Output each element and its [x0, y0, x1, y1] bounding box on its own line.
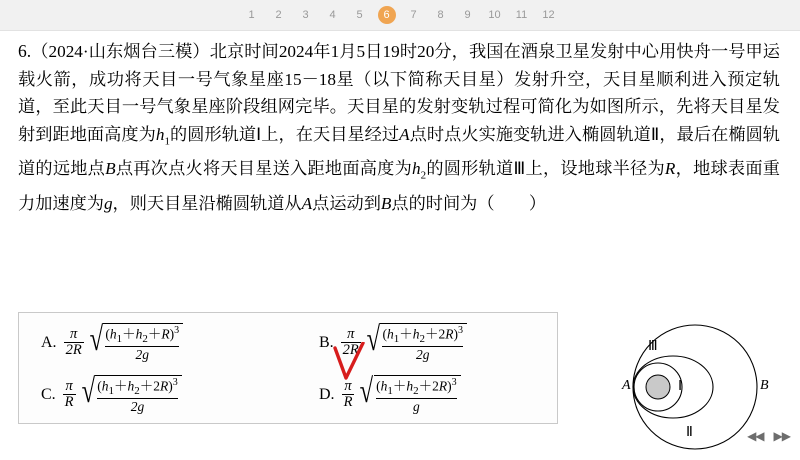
option-c-coef-num: π: [65, 377, 73, 394]
options-box: [18, 312, 558, 424]
label-orbit-3: Ⅲ: [648, 339, 658, 354]
radical-icon: √: [360, 373, 374, 410]
option-a-label: A.: [41, 333, 57, 351]
option-d-radicand-den: g: [376, 398, 457, 415]
option-d-coef-num: π: [344, 377, 352, 394]
question-line-8d: 点的时间: [391, 194, 461, 214]
option-d-radicand: [374, 375, 461, 414]
question-line-5a: 示，先将天目星发射到距地面高度为: [18, 97, 780, 144]
answer-check-mark: [333, 342, 367, 382]
pager-item[interactable]: 12: [542, 9, 555, 21]
option-d-label: D.: [319, 385, 335, 403]
option-a-radicand: [103, 323, 183, 362]
pager-item[interactable]: 10: [488, 9, 501, 21]
question-line-8c: 点运动到: [312, 194, 381, 214]
radical-icon: √: [89, 321, 103, 358]
point-a-inline: A: [399, 124, 410, 144]
question-line-1: （2024·山东烟台三模）北京时间2024年1月5日19时20分，我国在酒泉: [31, 42, 556, 61]
label-point-b: B: [760, 378, 769, 393]
pager-item[interactable]: 1: [248, 9, 255, 21]
pager-item[interactable]: 11: [515, 9, 528, 21]
option-a-coef-den: 2R: [65, 342, 82, 359]
pager-item[interactable]: 2: [275, 9, 282, 21]
option-b-coef-num: π: [347, 325, 355, 342]
label-orbit-1: Ⅰ: [678, 379, 683, 394]
var-h2-sub: 2: [420, 169, 427, 182]
question-number: 6.: [18, 41, 32, 61]
option-b-label: B.: [319, 333, 334, 351]
point-a-inline-2: A: [301, 194, 313, 214]
next-button[interactable]: ▶▶: [773, 429, 790, 443]
question-line-8b: ，则天目星沿椭圆轨道从: [112, 194, 302, 214]
question-line-8a: 地球表面重力加速度为: [18, 159, 780, 214]
option-a-radicand-num: $(h_1+h_2+R)^3$: [105, 325, 180, 346]
var-g: g: [103, 194, 113, 214]
pager-item[interactable]: 4: [329, 9, 336, 21]
option-c-radicand-den: 2g: [97, 398, 178, 415]
check-mark-icon: [333, 342, 367, 382]
var-h1: h: [155, 124, 165, 144]
option-d-coef-den: R: [343, 394, 353, 411]
option-c-sqrt: [79, 375, 182, 414]
option-c-coefficient: [63, 379, 76, 410]
prev-button[interactable]: ◀◀: [747, 429, 764, 443]
option-d-sqrt: [357, 375, 460, 414]
label-orbit-2: Ⅱ: [686, 425, 693, 440]
question-content: [0, 30, 800, 450]
option-a-coefficient: [64, 327, 84, 358]
question-line-6b: 点再次: [115, 159, 169, 179]
question-line-7b: 的圆形轨道Ⅲ上，设地球半径为: [426, 159, 665, 179]
option-c-coef-den: R: [64, 394, 74, 411]
page-indicator-bar: [0, 0, 800, 31]
bottom-navigation: [747, 429, 790, 443]
pager-item-active[interactable]: 6: [378, 6, 396, 24]
option-b-coef-den: 2R: [342, 342, 359, 359]
var-h1-sub: 1: [164, 134, 170, 147]
radical-icon: √: [366, 321, 380, 358]
var-h2: h: [412, 159, 421, 179]
option-c[interactable]: [41, 375, 182, 414]
pager-item[interactable]: 9: [464, 9, 471, 21]
question-line-7c: ，: [675, 159, 694, 179]
point-b-inline-2: B: [380, 194, 392, 214]
option-b-radicand-num: $(h_1+h_2+2R)^3$: [382, 325, 463, 346]
pager-item[interactable]: 3: [302, 9, 309, 21]
option-a-coef-num: π: [69, 325, 78, 342]
option-c-label: C.: [41, 385, 56, 403]
question-text: [18, 38, 780, 218]
option-a-sqrt: [87, 323, 183, 362]
label-point-a: A: [622, 378, 631, 393]
pager-item[interactable]: 5: [356, 9, 363, 21]
pager-item[interactable]: 7: [410, 9, 417, 21]
question-line-5b: 的圆形轨道Ⅰ上，在天目星经过: [169, 124, 400, 144]
option-c-radicand-num: $(h_1+h_2+2R)^3$: [97, 377, 178, 398]
option-b-radicand-den: 2g: [382, 346, 463, 363]
option-b-sqrt: [364, 323, 467, 362]
option-d-radicand-num: $(h_1+h_2+2R)^3$: [376, 377, 457, 398]
point-b-inline: B: [105, 159, 116, 179]
question-line-2: 卫星发射中心用快舟一号甲运载火箭，成功将天目一号气象星座15－18: [18, 42, 780, 89]
question-line-4: 一号气象星座阶段组网完毕。天目星的发射变轨过程可简化为如图所: [121, 97, 642, 116]
radical-icon: √: [81, 373, 95, 410]
option-a-radicand-den: 2g: [105, 346, 179, 363]
question-line-6a: 点时点火实施变轨进入椭圆轨道Ⅱ，最后在椭圆轨道的远地点: [18, 124, 780, 179]
question-line-7a: 点火将天目星送入距地面高度为: [168, 159, 413, 179]
question-line-3: 星（以下简称天目星）发射升空，天目星顺利进入预定轨道，至此天目: [18, 69, 780, 116]
var-R: R: [664, 159, 676, 179]
option-b-radicand: [380, 323, 467, 362]
option-c-radicand: [95, 375, 182, 414]
pager-item[interactable]: 8: [437, 9, 444, 21]
question-line-9: 为（ ）: [460, 194, 547, 214]
option-d-coefficient: [342, 379, 355, 410]
option-a[interactable]: [41, 323, 183, 362]
